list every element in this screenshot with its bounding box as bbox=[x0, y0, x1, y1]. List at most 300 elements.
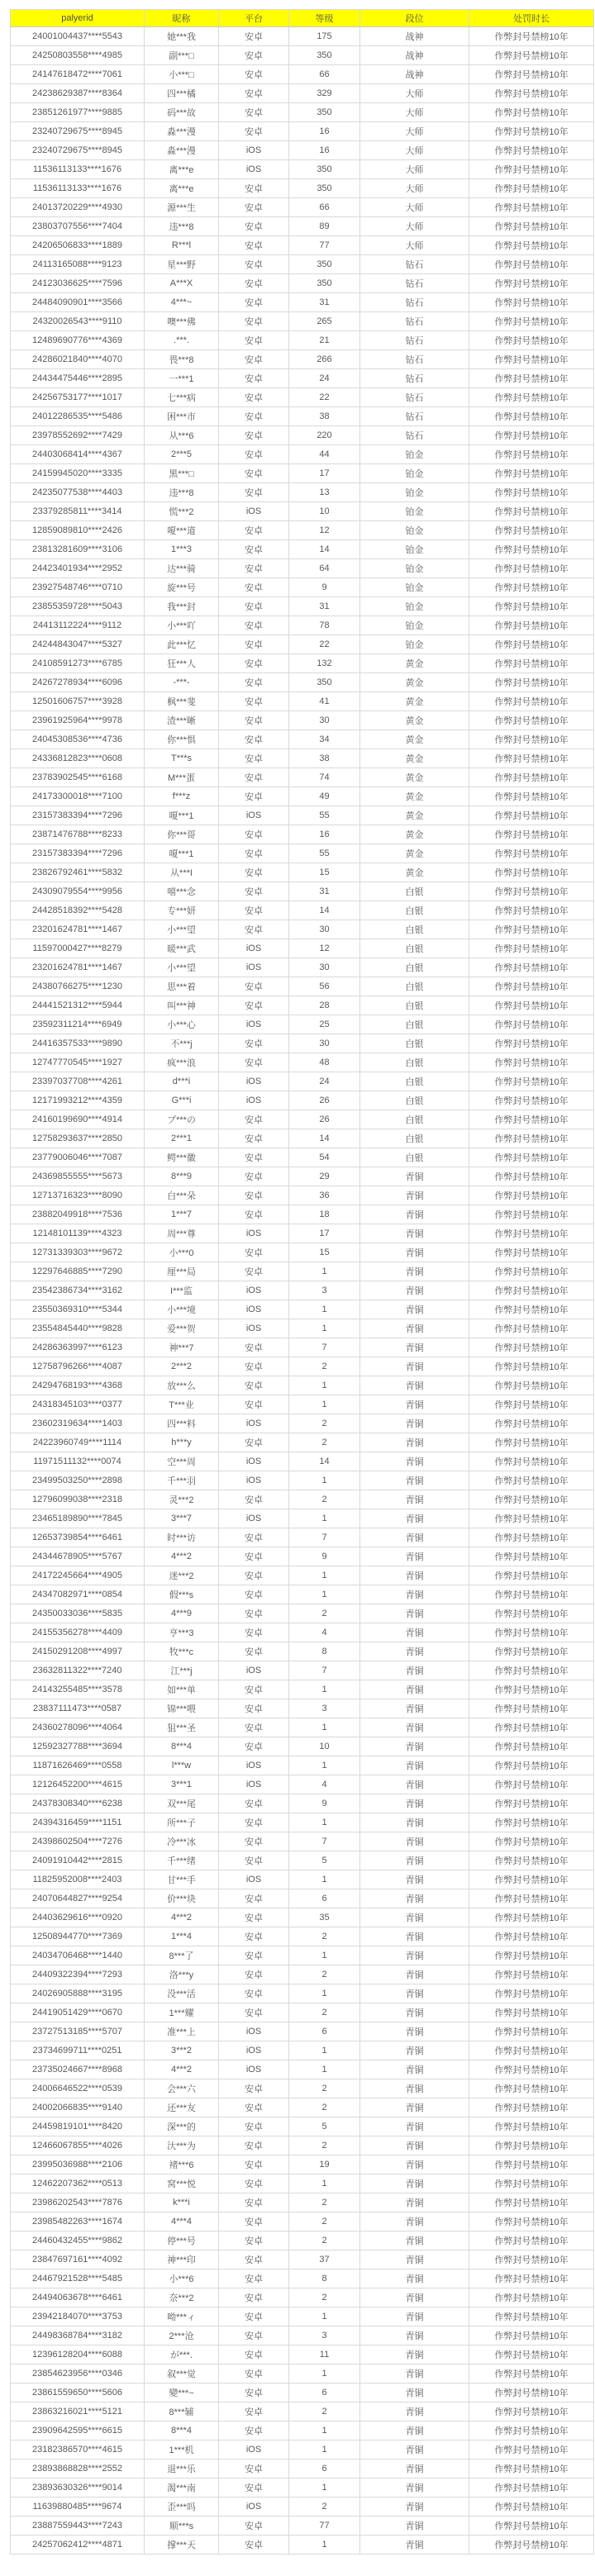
cell-level: 3 bbox=[289, 1699, 360, 1718]
cell-platform: 安卓 bbox=[219, 692, 289, 711]
cell-punishment: 作弊封号禁榜10年 bbox=[469, 1889, 594, 1908]
cell-level: 1 bbox=[289, 1984, 360, 2003]
cell-platform: 安卓 bbox=[219, 1585, 289, 1604]
cell-punishment: 作弊封号禁榜10年 bbox=[469, 1129, 594, 1148]
cell-nickname: 小***境 bbox=[145, 1300, 219, 1319]
table-row bbox=[11, 255, 594, 274]
cell-nickname: 副***□ bbox=[145, 46, 219, 65]
cell-nickname: 源***生 bbox=[145, 198, 219, 217]
table-row bbox=[11, 350, 594, 369]
cell-rank: 大师 bbox=[360, 84, 469, 103]
cell-punishment: 作弊封号禁榜10年 bbox=[469, 1205, 594, 1224]
cell-playerid: 24206506833****1889 bbox=[11, 236, 145, 255]
cell-playerid: 23201624781****1467 bbox=[11, 958, 145, 977]
cell-playerid: 24223960749****1114 bbox=[11, 1433, 145, 1452]
cell-platform: 安卓 bbox=[219, 2174, 289, 2193]
cell-level: 10 bbox=[289, 502, 360, 521]
cell-playerid: 24070644827****9254 bbox=[11, 1889, 145, 1908]
cell-playerid: 24360278096****4064 bbox=[11, 1718, 145, 1737]
cell-level: 78 bbox=[289, 616, 360, 635]
table-row bbox=[11, 1186, 594, 1205]
table-row bbox=[11, 1395, 594, 1414]
cell-nickname: 嗄***道 bbox=[145, 521, 219, 540]
table-row bbox=[11, 1832, 594, 1851]
cell-punishment: 作弊封号禁榜10年 bbox=[469, 1775, 594, 1794]
cell-punishment: 作弊封号禁榜10年 bbox=[469, 939, 594, 958]
cell-playerid: 24434475446****2895 bbox=[11, 369, 145, 388]
cell-punishment: 作弊封号禁榜10年 bbox=[469, 331, 594, 350]
cell-rank: 青铜 bbox=[360, 1737, 469, 1756]
cell-rank: 青铜 bbox=[360, 2479, 469, 2498]
cell-playerid: 24344678905****5767 bbox=[11, 1547, 145, 1566]
cell-nickname: 3***7 bbox=[145, 1509, 219, 1528]
cell-platform: 安卓 bbox=[219, 331, 289, 350]
cell-playerid: 23554845440****9828 bbox=[11, 1319, 145, 1338]
cell-rank: 青铜 bbox=[360, 2117, 469, 2136]
cell-rank: 战神 bbox=[360, 65, 469, 84]
cell-rank: 青铜 bbox=[360, 1889, 469, 1908]
cell-nickname: 时***访 bbox=[145, 1528, 219, 1547]
cell-platform: 安卓 bbox=[219, 1357, 289, 1376]
cell-punishment: 作弊封号禁榜10年 bbox=[469, 1015, 594, 1034]
cell-playerid: 23397037708****4261 bbox=[11, 1072, 145, 1091]
cell-punishment: 作弊封号禁榜10年 bbox=[469, 996, 594, 1015]
cell-punishment: 作弊封号禁榜10年 bbox=[469, 179, 594, 198]
cell-rank: 青铜 bbox=[360, 2307, 469, 2326]
cell-playerid: 24250803558****4985 bbox=[11, 46, 145, 65]
cell-platform: 安卓 bbox=[219, 1566, 289, 1585]
table-row bbox=[11, 1072, 594, 1091]
cell-rank: 铂金 bbox=[360, 559, 469, 578]
table-row bbox=[11, 825, 594, 844]
cell-punishment: 作弊封号禁榜10年 bbox=[469, 2003, 594, 2022]
cell-rank: 大师 bbox=[360, 198, 469, 217]
table-row bbox=[11, 2326, 594, 2345]
cell-punishment: 作弊封号禁榜10年 bbox=[469, 1984, 594, 2003]
cell-level: 55 bbox=[289, 844, 360, 863]
cell-platform: 安卓 bbox=[219, 1699, 289, 1718]
cell-punishment: 作弊封号禁榜10年 bbox=[469, 863, 594, 882]
cell-nickname: 四***料 bbox=[145, 1414, 219, 1433]
cell-platform: 安卓 bbox=[219, 1604, 289, 1623]
table-row bbox=[11, 920, 594, 939]
cell-level: 1 bbox=[289, 2041, 360, 2060]
cell-playerid: 24013720229****4930 bbox=[11, 198, 145, 217]
cell-nickname: 江***j bbox=[145, 1661, 219, 1680]
cell-playerid: 24350033036****5835 bbox=[11, 1604, 145, 1623]
cell-rank: 黄金 bbox=[360, 749, 469, 768]
cell-punishment: 作弊封号禁榜10年 bbox=[469, 2422, 594, 2441]
table-row bbox=[11, 1490, 594, 1509]
cell-rank: 黄金 bbox=[360, 711, 469, 730]
cell-platform: 安卓 bbox=[219, 1718, 289, 1737]
table-row bbox=[11, 1376, 594, 1395]
cell-level: 1 bbox=[289, 1680, 360, 1699]
cell-nickname: 灵***2 bbox=[145, 1490, 219, 1509]
cell-rank: 铂金 bbox=[360, 502, 469, 521]
cell-platform: 安卓 bbox=[219, 1528, 289, 1547]
table-row bbox=[11, 1205, 594, 1224]
cell-playerid: 24403629616****0920 bbox=[11, 1908, 145, 1927]
table-row bbox=[11, 388, 594, 407]
cell-level: 66 bbox=[289, 65, 360, 84]
cell-level: 11 bbox=[289, 2345, 360, 2365]
cell-punishment: 作弊封号禁榜10年 bbox=[469, 1300, 594, 1319]
cell-punishment: 作弊封号禁榜10年 bbox=[469, 141, 594, 160]
cell-nickname: 你***惧 bbox=[145, 730, 219, 749]
cell-playerid: 12489690776****4369 bbox=[11, 331, 145, 350]
cell-level: 55 bbox=[289, 806, 360, 825]
cell-rank: 白银 bbox=[360, 1129, 469, 1148]
cell-platform: 安卓 bbox=[219, 2231, 289, 2250]
cell-rank: 白银 bbox=[360, 1053, 469, 1072]
cell-nickname: 价***块 bbox=[145, 1889, 219, 1908]
cell-playerid: 24147618472****7061 bbox=[11, 65, 145, 84]
cell-playerid: 24160199690****4914 bbox=[11, 1110, 145, 1129]
cell-nickname: 8***了 bbox=[145, 1946, 219, 1965]
table-row bbox=[11, 1566, 594, 1585]
cell-platform: 安卓 bbox=[219, 1395, 289, 1414]
cell-rank: 青铜 bbox=[360, 1338, 469, 1357]
cell-playerid: 23851261977****9885 bbox=[11, 103, 145, 122]
cell-level: 4 bbox=[289, 1775, 360, 1794]
cell-nickname: 爱***贺 bbox=[145, 1319, 219, 1338]
cell-playerid: 23465189890****7845 bbox=[11, 1509, 145, 1528]
table-row bbox=[11, 768, 594, 787]
cell-playerid: 24403068414****4367 bbox=[11, 445, 145, 464]
cell-playerid: 23157383394****7296 bbox=[11, 844, 145, 863]
cell-rank: 黄金 bbox=[360, 730, 469, 749]
cell-playerid: 23182386570****4615 bbox=[11, 2441, 145, 2460]
cell-playerid: 23240729675****8945 bbox=[11, 141, 145, 160]
cell-nickname: 旋***号 bbox=[145, 578, 219, 597]
cell-platform: iOS bbox=[219, 1319, 289, 1338]
cell-playerid: 24380766275****1230 bbox=[11, 977, 145, 996]
cell-punishment: 作弊封号禁榜10年 bbox=[469, 825, 594, 844]
cell-punishment: 作弊封号禁榜10年 bbox=[469, 65, 594, 84]
cell-playerid: 24113165088****9123 bbox=[11, 255, 145, 274]
cell-platform: 安卓 bbox=[219, 445, 289, 464]
cell-platform: 安卓 bbox=[219, 1490, 289, 1509]
cell-punishment: 作弊封号禁榜10年 bbox=[469, 255, 594, 274]
table-row bbox=[11, 901, 594, 920]
cell-punishment: 作弊封号禁榜10年 bbox=[469, 2136, 594, 2155]
cell-rank: 青铜 bbox=[360, 1547, 469, 1566]
cell-playerid: 24494063678****6461 bbox=[11, 2288, 145, 2307]
cell-rank: 大师 bbox=[360, 141, 469, 160]
cell-punishment: 作弊封号禁榜10年 bbox=[469, 369, 594, 388]
cell-nickname: 小***望 bbox=[145, 958, 219, 977]
table-row bbox=[11, 160, 594, 179]
cell-level: 1 bbox=[289, 1813, 360, 1832]
cell-punishment: 作弊封号禁榜10年 bbox=[469, 2212, 594, 2231]
cell-level: 7 bbox=[289, 1832, 360, 1851]
cell-nickname: 码***故 bbox=[145, 103, 219, 122]
cell-punishment: 作弊封号禁榜10年 bbox=[469, 2250, 594, 2269]
cell-rank: 青铜 bbox=[360, 1471, 469, 1490]
cell-rank: 钻石 bbox=[360, 312, 469, 331]
table-row bbox=[11, 1319, 594, 1338]
cell-nickname: 歪***吗 bbox=[145, 2498, 219, 2517]
cell-rank: 白银 bbox=[360, 1034, 469, 1053]
cell-nickname: 违***8 bbox=[145, 217, 219, 236]
cell-rank: 铂金 bbox=[360, 540, 469, 559]
cell-level: 36 bbox=[289, 1186, 360, 1205]
cell-level: 1 bbox=[289, 2422, 360, 2441]
cell-punishment: 作弊封号禁榜10年 bbox=[469, 2536, 594, 2555]
cell-level: 77 bbox=[289, 2517, 360, 2536]
table-row bbox=[11, 2288, 594, 2307]
cell-rank: 铂金 bbox=[360, 521, 469, 540]
table-row bbox=[11, 1642, 594, 1661]
cell-platform: 安卓 bbox=[219, 1338, 289, 1357]
cell-level: 7 bbox=[289, 1338, 360, 1357]
table-row bbox=[11, 502, 594, 521]
table-row bbox=[11, 103, 594, 122]
table-row bbox=[11, 540, 594, 559]
cell-punishment: 作弊封号禁榜10年 bbox=[469, 1471, 594, 1490]
cell-platform: 安卓 bbox=[219, 1832, 289, 1851]
cell-playerid: 11639880485****9674 bbox=[11, 2498, 145, 2517]
cell-punishment: 作弊封号禁榜10年 bbox=[469, 1319, 594, 1338]
cell-rank: 青铜 bbox=[360, 1281, 469, 1300]
table-row bbox=[11, 2384, 594, 2403]
cell-platform: 安卓 bbox=[219, 1946, 289, 1965]
cell-nickname: 黑***□ bbox=[145, 464, 219, 483]
cell-playerid: 23734699711****0251 bbox=[11, 2041, 145, 2060]
cell-platform: 安卓 bbox=[219, 2460, 289, 2479]
cell-playerid: 24336812823****0608 bbox=[11, 749, 145, 768]
cell-nickname: 双***尾 bbox=[145, 1794, 219, 1813]
cell-level: 56 bbox=[289, 977, 360, 996]
cell-nickname: 枫***斐 bbox=[145, 692, 219, 711]
cell-platform: 安卓 bbox=[219, 1737, 289, 1756]
cell-rank: 青铜 bbox=[360, 1319, 469, 1338]
cell-platform: 安卓 bbox=[219, 388, 289, 407]
cell-nickname: 违***8 bbox=[145, 483, 219, 502]
cell-playerid: 24484090901****3566 bbox=[11, 293, 145, 312]
cell-rank: 铂金 bbox=[360, 616, 469, 635]
cell-punishment: 作弊封号禁榜10年 bbox=[469, 1737, 594, 1756]
cell-playerid: 23727513185****5707 bbox=[11, 2022, 145, 2041]
cell-playerid: 23882049918****7536 bbox=[11, 1205, 145, 1224]
cell-platform: 安卓 bbox=[219, 2155, 289, 2174]
table-row bbox=[11, 1813, 594, 1832]
cell-punishment: 作弊封号禁榜10年 bbox=[469, 1528, 594, 1547]
cell-playerid: 24320026543****9110 bbox=[11, 312, 145, 331]
cell-nickname: 思***着 bbox=[145, 977, 219, 996]
cell-nickname: 3***1 bbox=[145, 1775, 219, 1794]
cell-platform: 安卓 bbox=[219, 1053, 289, 1072]
cell-punishment: 作弊封号禁榜10年 bbox=[469, 730, 594, 749]
cell-rank: 青铜 bbox=[360, 1642, 469, 1661]
cell-nickname: 小***6 bbox=[145, 2269, 219, 2288]
cell-nickname: 准***上 bbox=[145, 2022, 219, 2041]
cell-punishment: 作弊封号禁榜10年 bbox=[469, 293, 594, 312]
cell-platform: iOS bbox=[219, 1300, 289, 1319]
cell-nickname: 放***么 bbox=[145, 1376, 219, 1395]
cell-nickname: 神***7 bbox=[145, 1338, 219, 1357]
cell-level: 31 bbox=[289, 882, 360, 901]
cell-platform: iOS bbox=[219, 1015, 289, 1034]
cell-playerid: 24091910442****2815 bbox=[11, 1851, 145, 1870]
cell-rank: 黄金 bbox=[360, 806, 469, 825]
cell-platform: iOS bbox=[219, 2041, 289, 2060]
cell-platform: 安卓 bbox=[219, 2117, 289, 2136]
cell-playerid: 11536113133****1676 bbox=[11, 179, 145, 198]
cell-platform: iOS bbox=[219, 1471, 289, 1490]
cell-platform: 安卓 bbox=[219, 1148, 289, 1167]
table-row bbox=[11, 1794, 594, 1813]
cell-punishment: 作弊封号禁榜10年 bbox=[469, 2079, 594, 2098]
cell-rank: 大师 bbox=[360, 122, 469, 141]
cell-playerid: 23871476788****8233 bbox=[11, 825, 145, 844]
cell-platform: iOS bbox=[219, 1281, 289, 1300]
cell-playerid: 12758293637****2850 bbox=[11, 1129, 145, 1148]
cell-playerid: 24498368784****3182 bbox=[11, 2326, 145, 2345]
cell-playerid: 24108591273****6785 bbox=[11, 654, 145, 673]
table-row bbox=[11, 711, 594, 730]
table-row bbox=[11, 2136, 594, 2155]
cell-platform: 安卓 bbox=[219, 977, 289, 996]
cell-level: 2 bbox=[289, 2003, 360, 2022]
cell-platform: 安卓 bbox=[219, 1623, 289, 1642]
table-row bbox=[11, 27, 594, 46]
cell-punishment: 作弊封号禁榜10年 bbox=[469, 27, 594, 46]
cell-rank: 钻石 bbox=[360, 293, 469, 312]
table-row bbox=[11, 1585, 594, 1604]
cell-platform: iOS bbox=[219, 160, 289, 179]
cell-playerid: 12859089810****2426 bbox=[11, 521, 145, 540]
cell-punishment: 作弊封号禁榜10年 bbox=[469, 673, 594, 692]
cell-playerid: 23978552692****7429 bbox=[11, 426, 145, 445]
cell-playerid: 12462207362****0513 bbox=[11, 2174, 145, 2193]
cell-playerid: 12148101139****4323 bbox=[11, 1224, 145, 1243]
cell-rank: 青铜 bbox=[360, 2326, 469, 2345]
table-row bbox=[11, 939, 594, 958]
table-row bbox=[11, 1357, 594, 1376]
cell-playerid: 23855359728****5043 bbox=[11, 597, 145, 616]
cell-platform: 安卓 bbox=[219, 1908, 289, 1927]
cell-rank: 黄金 bbox=[360, 692, 469, 711]
table-row bbox=[11, 2231, 594, 2250]
cell-playerid: 12396128204****6088 bbox=[11, 2345, 145, 2365]
cell-rank: 黄金 bbox=[360, 787, 469, 806]
cell-level: 1 bbox=[289, 2479, 360, 2498]
cell-platform: 安卓 bbox=[219, 787, 289, 806]
cell-rank: 青铜 bbox=[360, 1528, 469, 1547]
cell-punishment: 作弊封号禁榜10年 bbox=[469, 1547, 594, 1566]
cell-platform: 安卓 bbox=[219, 825, 289, 844]
table-row bbox=[11, 1167, 594, 1186]
cell-platform: 安卓 bbox=[219, 2250, 289, 2269]
cell-playerid: 23240729675****8945 bbox=[11, 122, 145, 141]
table-row bbox=[11, 1604, 594, 1623]
cell-playerid: 23942184070****3753 bbox=[11, 2307, 145, 2326]
cell-rank: 青铜 bbox=[360, 1243, 469, 1262]
table-row bbox=[11, 2098, 594, 2117]
table-row bbox=[11, 2403, 594, 2422]
cell-platform: 安卓 bbox=[219, 1927, 289, 1946]
cell-nickname: 空***周 bbox=[145, 1452, 219, 1471]
cell-platform: 安卓 bbox=[219, 711, 289, 730]
cell-punishment: 作弊封号禁榜10年 bbox=[469, 1224, 594, 1243]
table-row bbox=[11, 46, 594, 65]
cell-playerid: 23779006046****7087 bbox=[11, 1148, 145, 1167]
table-row bbox=[11, 1224, 594, 1243]
cell-level: 1 bbox=[289, 1756, 360, 1775]
cell-level: 1 bbox=[289, 1585, 360, 1604]
cell-platform: 安卓 bbox=[219, 2193, 289, 2212]
cell-rank: 青铜 bbox=[360, 1965, 469, 1984]
cell-level: 49 bbox=[289, 787, 360, 806]
header-nickname: 昵称 bbox=[145, 10, 219, 27]
table-row bbox=[11, 141, 594, 160]
cell-platform: iOS bbox=[219, 1870, 289, 1889]
cell-level: 2 bbox=[289, 1414, 360, 1433]
table-row bbox=[11, 559, 594, 578]
cell-playerid: 24428518392****5428 bbox=[11, 901, 145, 920]
table-row bbox=[11, 274, 594, 293]
table-row bbox=[11, 483, 594, 502]
table-row bbox=[11, 2422, 594, 2441]
cell-playerid: 12796099038****2318 bbox=[11, 1490, 145, 1509]
cell-rank: 青铜 bbox=[360, 1813, 469, 1832]
cell-platform: 安卓 bbox=[219, 350, 289, 369]
cell-platform: iOS bbox=[219, 2022, 289, 2041]
cell-platform: 安卓 bbox=[219, 312, 289, 331]
cell-rank: 白银 bbox=[360, 1015, 469, 1034]
cell-nickname: 我***封 bbox=[145, 597, 219, 616]
table-row bbox=[11, 236, 594, 255]
cell-level: 6 bbox=[289, 2022, 360, 2041]
cell-playerid: 23985482263****1674 bbox=[11, 2212, 145, 2231]
cell-punishment: 作弊封号禁榜10年 bbox=[469, 1908, 594, 1927]
cell-nickname: 离***e bbox=[145, 160, 219, 179]
header-platform: 平台 bbox=[219, 10, 289, 27]
cell-level: 9 bbox=[289, 578, 360, 597]
table-row bbox=[11, 464, 594, 483]
cell-platform: iOS bbox=[219, 1509, 289, 1528]
cell-nickname: k***i bbox=[145, 2193, 219, 2212]
cell-platform: 安卓 bbox=[219, 882, 289, 901]
cell-nickname: 从***I bbox=[145, 863, 219, 882]
cell-level: 350 bbox=[289, 274, 360, 293]
cell-punishment: 作弊封号禁榜10年 bbox=[469, 2345, 594, 2365]
table-row bbox=[11, 863, 594, 882]
cell-playerid: 23887559443****7243 bbox=[11, 2517, 145, 2536]
table-row bbox=[11, 65, 594, 84]
cell-rank: 青铜 bbox=[360, 1984, 469, 2003]
cell-level: 16 bbox=[289, 825, 360, 844]
cell-platform: 安卓 bbox=[219, 521, 289, 540]
cell-playerid: 24257062412****4871 bbox=[11, 2536, 145, 2555]
table-row bbox=[11, 958, 594, 977]
cell-platform: 安卓 bbox=[219, 673, 289, 692]
cell-nickname: 狂***人 bbox=[145, 654, 219, 673]
cell-platform: 安卓 bbox=[219, 1167, 289, 1186]
cell-punishment: 作弊封号禁榜10年 bbox=[469, 483, 594, 502]
table-row bbox=[11, 2041, 594, 2060]
cell-rank: 青铜 bbox=[360, 2193, 469, 2212]
cell-level: 38 bbox=[289, 407, 360, 426]
cell-punishment: 作弊封号禁榜10年 bbox=[469, 2384, 594, 2403]
cell-punishment: 作弊封号禁榜10年 bbox=[469, 2117, 594, 2136]
cell-playerid: 23986202543****7876 bbox=[11, 2193, 145, 2212]
cell-punishment: 作弊封号禁榜10年 bbox=[469, 1490, 594, 1509]
table-row bbox=[11, 1870, 594, 1889]
cell-nickname: 1***4 bbox=[145, 1927, 219, 1946]
